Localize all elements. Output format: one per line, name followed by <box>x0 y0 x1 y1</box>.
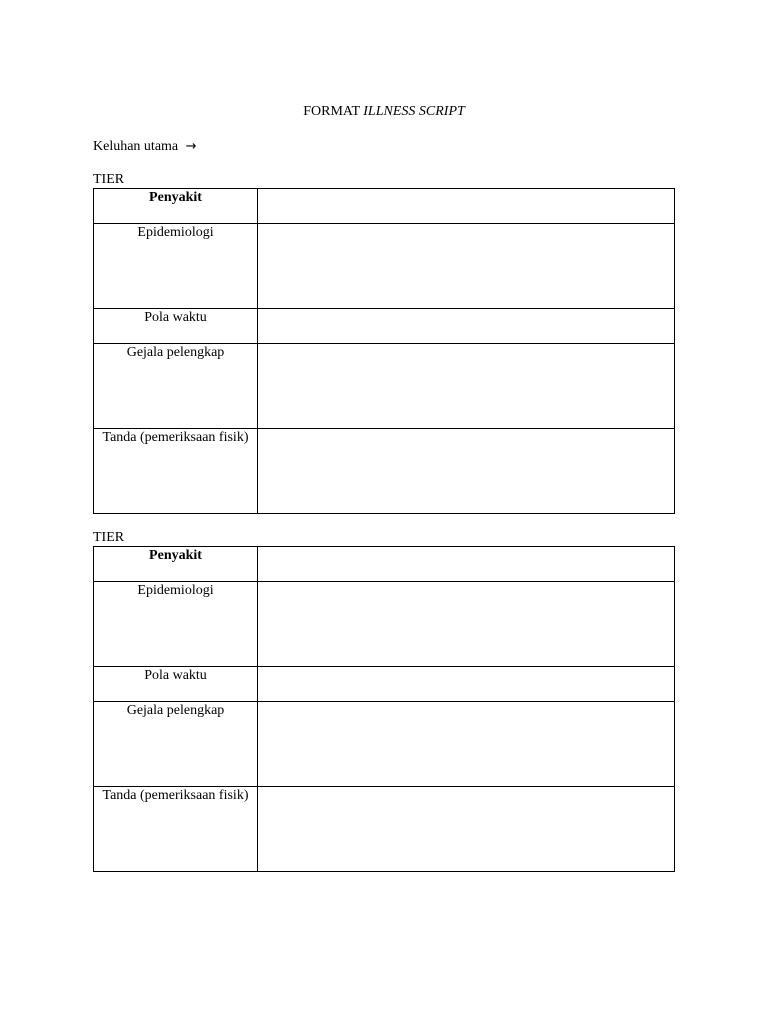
row-label: Gejala pelengkap <box>94 702 258 787</box>
table-row-tanda <box>94 787 675 872</box>
table-row-tanda <box>94 429 675 514</box>
row-label: Tanda (pemeriksaan fisik) <box>94 429 258 514</box>
table-row-gejala-pelengkap <box>94 344 675 429</box>
page-title <box>0 103 768 121</box>
row-value-field[interactable] <box>258 702 675 787</box>
row-value-field[interactable] <box>258 309 675 344</box>
row-value-field[interactable] <box>258 189 675 224</box>
row-value-field[interactable] <box>258 344 675 429</box>
page-title-prefix: FORMAT <box>303 104 364 119</box>
table-row-gejala-pelengkap <box>94 702 675 787</box>
table-row-penyakit <box>94 189 675 224</box>
table-row-penyakit <box>94 547 675 582</box>
row-value-field[interactable] <box>258 224 675 309</box>
tier-label-2: TIER <box>93 530 125 545</box>
row-value-field[interactable] <box>258 667 675 702</box>
row-value-field[interactable] <box>258 547 675 582</box>
illness-script-table-1 <box>93 188 675 514</box>
row-label: Penyakit <box>94 189 258 224</box>
chief-complaint-line <box>93 138 197 156</box>
illness-script-table-2 <box>93 546 675 872</box>
table-row-epidemiologi <box>94 224 675 309</box>
row-label: Pola waktu <box>94 667 258 702</box>
row-value-field[interactable] <box>258 787 675 872</box>
row-label: Gejala pelengkap <box>94 344 258 429</box>
chief-complaint-label: Keluhan utama <box>93 139 179 154</box>
row-value-field[interactable] <box>258 429 675 514</box>
table-row-epidemiologi <box>94 582 675 667</box>
page-title-italic: ILLNESS SCRIPT <box>363 104 465 119</box>
tier-label-1: TIER <box>93 172 125 187</box>
row-label: Pola waktu <box>94 309 258 344</box>
table-row-pola-waktu <box>94 667 675 702</box>
row-label: Epidemiologi <box>94 224 258 309</box>
row-value-field[interactable] <box>258 582 675 667</box>
row-label: Tanda (pemeriksaan fisik) <box>94 787 258 872</box>
row-label: Epidemiologi <box>94 582 258 667</box>
arrow-right-icon: → <box>185 139 197 154</box>
row-label: Penyakit <box>94 547 258 582</box>
table-row-pola-waktu <box>94 309 675 344</box>
